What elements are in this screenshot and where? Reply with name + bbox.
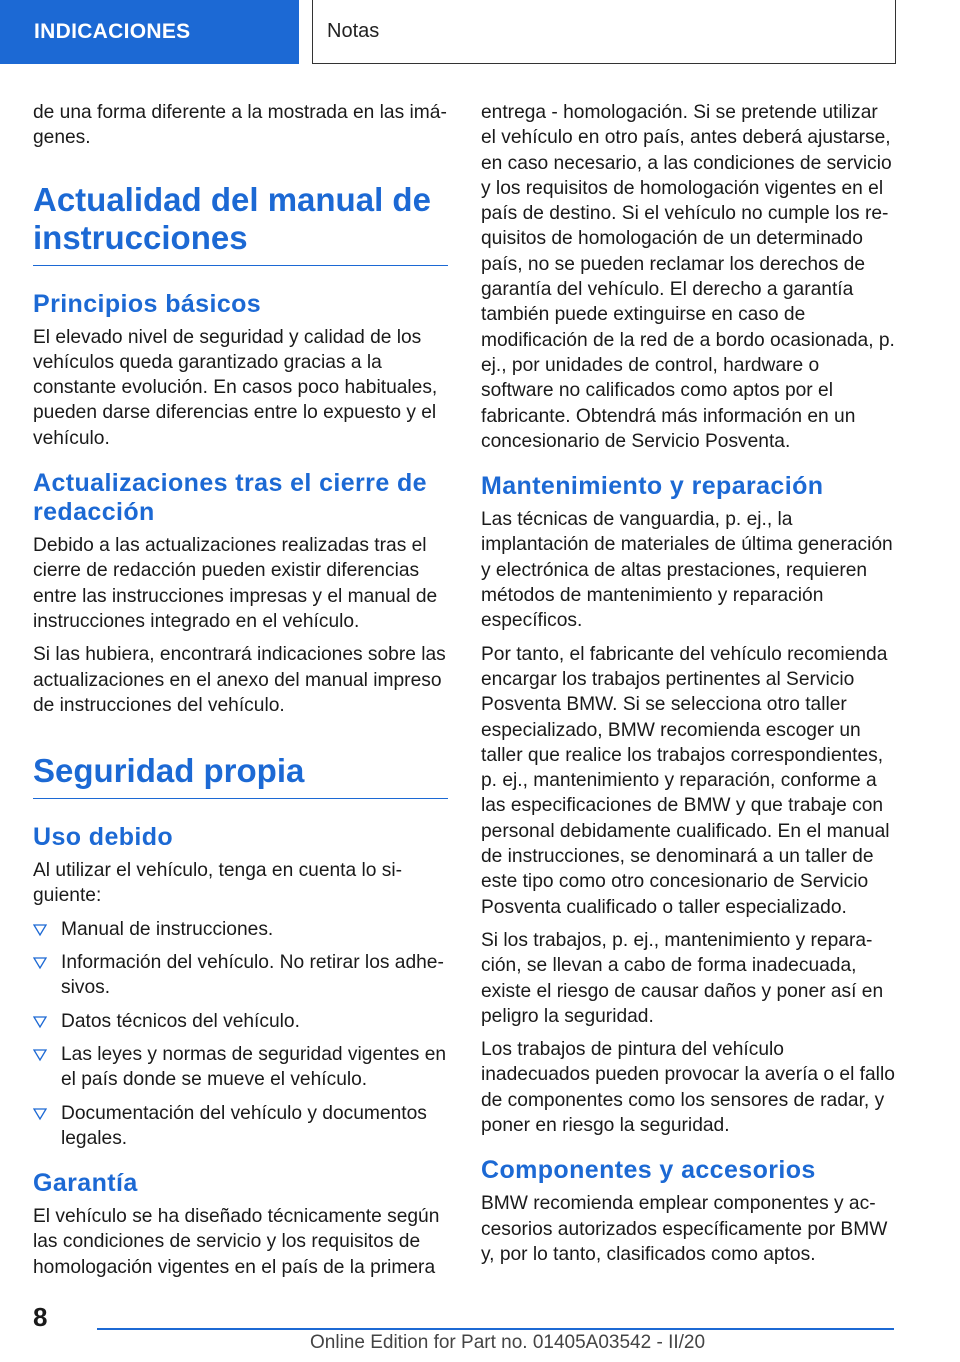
- list-item-text: Información del vehículo. No retirar los adhesivos.: [61, 952, 444, 999]
- paragraph-mantenimiento-4: Los trabajos de pintura del vehículo inadecuados pueden provocar la avería o el fallo de componentes como los sensores de radar, y poner en riesgo la seguridad.: [481, 1039, 895, 1136]
- paragraph-actualizaciones-1: Debido a las actualizaciones realizadas tras el cierre de redacción pueden existir diferencias entre las instrucciones impresas y el manual de instrucciones integrado en el vehículo.: [33, 535, 438, 632]
- heading-actualidad: Actualidad del manual de instrucciones: [33, 181, 448, 266]
- triangle-bullet-icon: [33, 1107, 47, 1121]
- heading-principios: Principios básicos: [33, 289, 262, 318]
- heading-componentes: Componentes y accesorios: [481, 1156, 816, 1185]
- list-item: [33, 950, 448, 1001]
- paragraph-mantenimiento-1: Las técnicas de vanguardia, p. ej., la implantación de materiales de última generación y electrónica de altas prestaciones, requieren métodos de mantenimiento y reparación específicos.: [481, 509, 893, 632]
- paragraph-uso: Al utilizar el vehículo, tenga en cuenta lo siguiente:: [33, 860, 403, 907]
- heading-uso-debido: Uso debido: [33, 823, 174, 852]
- heading-mantenimiento: Mantenimiento y reparación: [481, 472, 824, 501]
- paragraph-garantia: El vehículo se ha diseñado técnicamente según las condiciones de servicio y los requisitos de homologación vigentes en el país de la primera: [33, 1206, 440, 1278]
- list-item-text: Datos técnicos del vehículo.: [61, 1010, 300, 1032]
- right-column: [481, 100, 896, 1275]
- paragraph-componentes: BMW recomienda emplear componentes y accesorios autorizados específicamente por BMW y, por lo tanto, clasificados como aptos.: [481, 1193, 888, 1265]
- list-item: [33, 917, 448, 942]
- page-number: 8: [33, 1302, 48, 1332]
- triangle-bullet-icon: [33, 956, 47, 970]
- paragraph-actualizaciones-2: Si las hubiera, encontrará indicaciones sobre las actualizaciones en el anexo del manual impreso de instrucciones del vehículo.: [33, 644, 446, 716]
- footer-divider: [97, 1328, 894, 1330]
- list-item: [33, 1101, 448, 1152]
- footer-edition: Online Edition for Part no. 01405A03542 - II/20: [310, 1332, 706, 1353]
- left-column: [33, 100, 448, 1288]
- paragraph-mantenimiento-2: Por tanto, el fabricante del vehículo recomienda encargar los trabajos pertinentes al Servicio Posventa BMW. Si se selecciona otro taller especializado, BMW recomienda escoger un taller que realice los trabajos correspondientes, p. ej., mantenimiento y reparación, conforme a las especificaciones de BMW y que trabaje con personal debidamente cualificado. En el manual de instrucciones, se denominará a un taller de este tipo como otro concesionario de Servicio Posventa cualificado o taller especializado.: [481, 643, 890, 918]
- subsection-tab: [312, 0, 896, 64]
- list-item-text: Las leyes y normas de seguridad vigentes en el país donde se mueve el vehículo.: [61, 1043, 447, 1091]
- triangle-bullet-icon: [33, 923, 47, 937]
- paragraph-principios: El elevado nivel de seguridad y calidad de los vehículos queda garantizado gracias a la constante evolución. En casos poco habituales, pueden darse diferencias entre lo expuesto y el vehículo.: [33, 326, 438, 449]
- list-item: [33, 1042, 448, 1093]
- heading-seguridad: Seguridad propia: [33, 752, 448, 799]
- paragraph-garantia-continued: entrega - homologación. Si se pretende utilizar el vehículo en otro país, antes deberá ajustarse, en caso necesario, a las condiciones de servicio y los requisitos de homologación vigentes en el país de destino. Si el vehículo no cumple los requisitos de homologación de un determinado país, no se pueden reclamar los derechos de garantía del vehículo. El derecho a garantía también puede extinguirse en caso de modificación de la red de a bordo ocasionada, p. ej., por unidades de control, hardware o software no calificados como aptos por el fabricante. Obtendrá más información en un concesionario de Servicio Posventa.: [481, 102, 895, 452]
- list-item-text: Documentación del vehículo y documentos legales.: [61, 1102, 427, 1149]
- subsection-title: Notas: [327, 20, 380, 42]
- intro-paragraph: de una forma diferente a la mostrada en las imágenes.: [33, 102, 447, 149]
- heading-garantia: Garantía: [33, 1169, 138, 1198]
- paragraph-mantenimiento-3: Si los trabajos, p. ej., mantenimiento y reparación, se llevan a cabo de forma inadecuada, existe el riesgo de causar daños y poner así en peligro la seguridad.: [481, 929, 884, 1027]
- triangle-bullet-icon: [33, 1015, 47, 1029]
- section-tab: [0, 0, 299, 64]
- heading-actualizaciones: Actualizaciones tras el cierre de redacción: [33, 469, 427, 527]
- section-title: INDICACIONES: [34, 20, 191, 43]
- bullet-list: [33, 917, 448, 1151]
- list-item-text: Manual de instrucciones.: [61, 918, 274, 940]
- triangle-bullet-icon: [33, 1048, 47, 1062]
- list-item: [33, 1009, 448, 1034]
